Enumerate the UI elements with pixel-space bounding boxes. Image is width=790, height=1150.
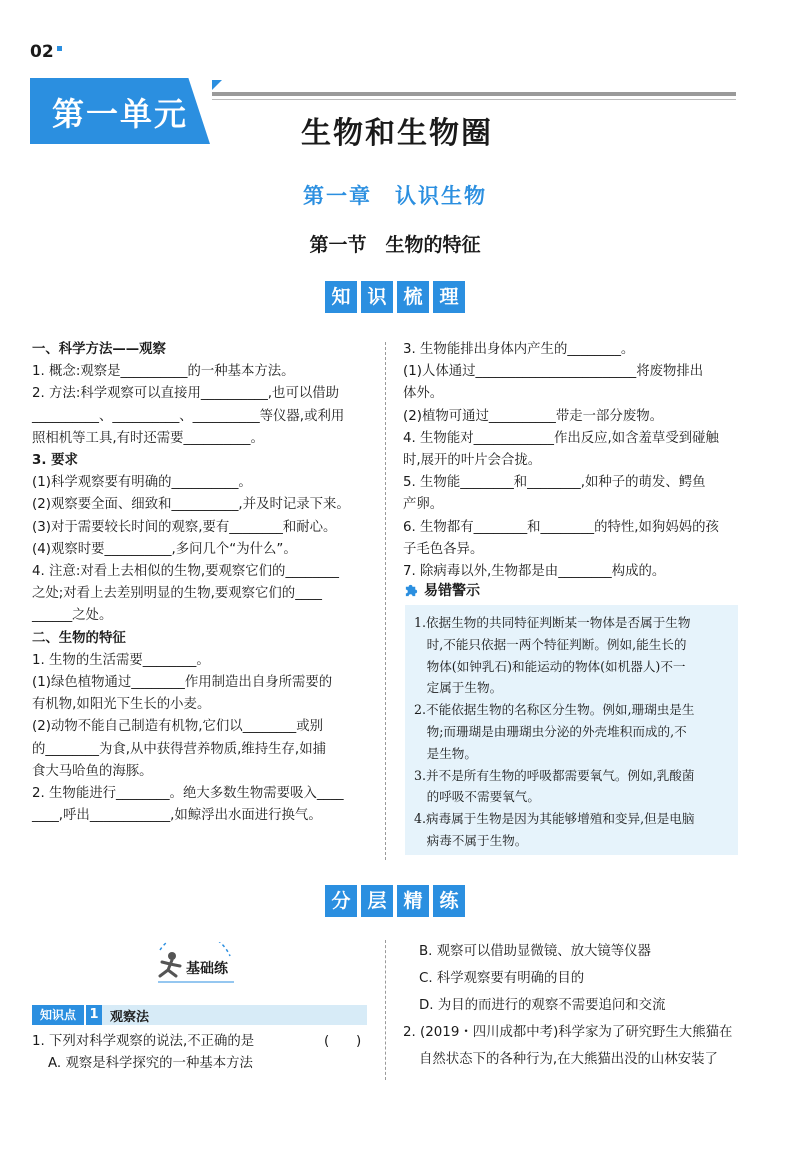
text-line: 有机物,如阳光下生长的小麦。 [32,697,211,713]
text-line: 1. 概念:观察是__________的一种基本方法。 [32,364,295,380]
heading-method: 一、科学方法——观察 [32,342,166,357]
chapter-title: 第一章 认识生物 [303,184,487,208]
text-line: (1)人体通过________________________将废物排出 [403,364,704,380]
text-line: (1)科学观察要有明确的__________。 [32,475,252,491]
text-line: 食大马哈鱼的海豚。 [32,763,153,779]
knowledge-point-label: 知识点 [32,1005,84,1025]
text-line: 5. 生物能________和________,如种子的萌发、鳄鱼 [403,475,706,491]
text-line: (2)动物不能自己制造有机物,它们以________或别 [32,719,324,735]
text-line: (4)观察时要__________,多问几个“为什么”。 [32,541,297,557]
text-line: (2)植物可通过__________带走一部分废物。 [403,408,663,424]
text-line: 6. 生物都有________和________的特性,如狗妈妈的孩 [403,519,719,535]
text-line: ____,呼出____________,如鲸浮出水面进行换气。 [32,808,322,824]
section-title: 第一节 生物的特征 [309,234,481,256]
warning-title: 易错警示 [424,583,480,599]
column-divider [385,940,386,1080]
banner-char: 层 [361,885,393,917]
warning-line: 物;而珊瑚是由珊瑚虫分泌的外壳堆积而成的,不 [414,723,687,739]
text-line: 1. 生物的生活需要________。 [32,652,210,668]
unit-title: 生物和生物圈 [301,116,493,151]
question-1-text: 1. 下列对科学观察的说法,不正确的是 [32,1034,255,1049]
text-line: 3. 要求 [32,453,78,469]
puzzle-icon [404,583,419,598]
text-line: 4. 注意:对看上去相似的生物,要观察它们的________ [32,564,340,580]
text-line: 之处;对看上去差别明显的生物,要观察它们的____ [32,586,322,602]
option-a: A. 观察是科学探究的一种基本方法 [48,1056,253,1072]
banner-char: 知 [325,281,357,313]
knowledge-point-title: 观察法 [110,1010,150,1025]
practice-banner [325,885,465,917]
warning-line: 2.不能依据生物的名称区分生物。例如,珊瑚虫是生 [414,702,695,718]
bottom-right-questions [403,938,743,1073]
text-line: __________、__________、__________等仪器,或利用 [32,408,345,424]
column-divider [385,342,386,860]
header-tick [212,80,222,90]
unit-badge-label: 第一单元 [52,95,189,133]
option-c: C. 科学观察要有明确的目的 [419,971,585,986]
option-d: D. 为目的而进行的观察不需要追问和交流 [419,998,666,1013]
text-line: 产卵。 [403,497,444,513]
left-column [32,339,377,827]
warning-line: 是生物。 [414,745,477,761]
header-rule-thin [212,99,736,100]
text-line: (2)观察要全面、细致和__________,并及时记录下来。 [32,497,350,513]
text-line: (3)对于需要较长时间的观察,要有________和耐心。 [32,519,337,535]
banner-char: 练 [433,885,465,917]
text-line: 2. 方法:科学观察可以直接用__________,也可以借助 [32,386,340,402]
warning-line: 1.依据生物的共同特征判断某一物体是否属于生物 [414,615,691,630]
text-line: 7. 除病毒以外,生物都是由________构成的。 [403,564,666,580]
text-line: 3. 生物能排出身体内产生的________。 [403,342,635,357]
knowledge-point-number: 1 [84,1005,102,1025]
knowledge-review-banner [325,281,465,313]
warning-line: 时,不能只依据一两个特征判断。例如,能生长的 [414,636,687,652]
warning-line: 定属于生物。 [414,680,503,696]
warning-line: 3.并不是所有生物的呼吸都需要氧气。例如,乳酸菌 [414,767,695,783]
question-2: 2. (2019・四川成都中考)科学家为了研究野生大熊猫在 [403,1025,733,1040]
text-line: 时,展开的叶片会合拢。 [403,453,542,469]
header-rule [212,92,736,96]
right-column [403,339,743,583]
text-line: ______之处。 [32,608,113,624]
text-line: 2. 生物能进行________。绝大多数生物需要吸入____ [32,786,344,802]
text-line: 照相机等工具,有时还需要__________。 [32,430,264,446]
page-number: 02 [30,42,54,62]
text-line: 的________为食,从中获得营养物质,维持生存,如捕 [32,741,326,757]
banner-char: 理 [433,281,465,313]
text-line: (1)绿色植物通过________作用制造出自身所需要的 [32,675,333,691]
banner-char: 分 [325,885,357,917]
answer-paren: ( ) [324,1034,362,1049]
bottom-left-questions [32,1031,377,1075]
heading-traits: 二、生物的特征 [32,630,126,646]
page-number-mark [57,46,62,51]
option-b: B. 观察可以借助显微镜、放大镜等仪器 [419,944,651,959]
banner-char: 识 [361,281,393,313]
text-line: 4. 生物能对____________作出反应,如含羞草受到碰触 [403,430,719,446]
banner-char: 梳 [397,281,429,313]
warning-line: 的呼吸不需要氧气。 [414,789,540,805]
basic-practice-label: 基础练 [186,961,228,977]
warning-text [414,612,732,852]
banner-char: 精 [397,885,429,917]
question-1 [32,1031,377,1053]
warning-line: 4.病毒属于生物是因为其能够增殖和变异,但是电脑 [414,811,695,827]
warning-line: 物体(如钟乳石)和能运动的物体(如机器人)不一 [414,658,686,674]
question-2-cont: 自然状态下的各种行为,在大熊猫出没的山林安装了 [419,1052,718,1067]
text-line: 体外。 [403,386,444,402]
text-line: 子毛色各异。 [403,541,484,557]
warning-line: 病毒不属于生物。 [414,832,528,848]
